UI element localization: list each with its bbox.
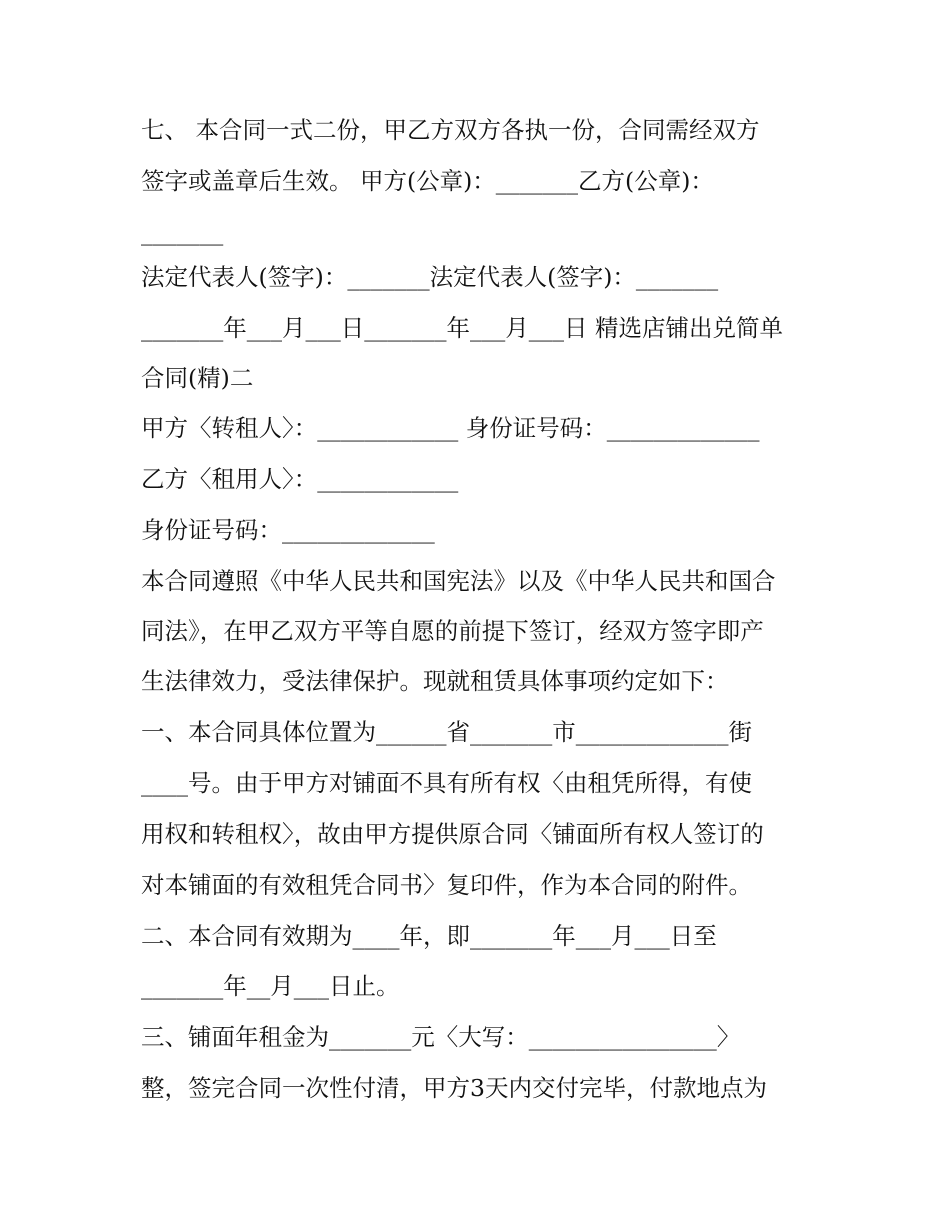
text-line-clause-7: 七、 本合同一式二份，甲乙方双方各执一份，合同需经双方: [141, 116, 760, 144]
text-line-dates-title: _______年___月___日_______年___月___日 精选店铺出兑简单: [141, 314, 783, 342]
text-line-clause-3b: 整，签完合同一次性付清，甲方3天内交付完毕，付款地点为: [141, 1074, 767, 1102]
text-line-id-number: 身份证号码：_____________: [141, 516, 435, 544]
text-line-clause-1b: ____号。由于甲方对铺面不具有所有权〈由租凭所得，有使: [141, 769, 752, 797]
text-line-clause-3a: 三、铺面年租金为_______元〈大写：________________〉: [141, 1023, 741, 1051]
text-line-party-a: 甲方〈转租人〉：____________ 身份证号码：_____________: [141, 414, 760, 442]
text-line-preamble-3: 生法律效力，受法律保护。现就租赁具体事项约定如下：: [141, 667, 729, 695]
text-line-signature-seal: 签字或盖章后生效。 甲方(公章)：_______乙方(公章)：: [141, 167, 714, 195]
text-line-clause-2a: 二、本合同有效期为____年，即_______年___月___日至: [141, 922, 717, 950]
text-line-clause-1c: 用权和转租权〉，故由甲方提供原合同〈铺面所有权人签订的: [141, 820, 764, 848]
text-line-blank: _______: [141, 218, 224, 246]
text-line-clause-1d: 对本铺面的有效租凭合同书〉复印件，作为本合同的附件。: [141, 871, 752, 899]
text-line-clause-1a: 一、本合同具体位置为______省_______市_____________街: [141, 718, 752, 746]
text-line-preamble-2: 同法》，在甲乙双方平等自愿的前提下签订，经双方签字即产: [141, 617, 764, 645]
text-line-legal-rep: 法定代表人(签字)：_______法定代表人(签字)：_______: [141, 263, 719, 291]
text-line-title-cont: 合同(精)二: [141, 364, 254, 392]
text-line-preamble-1: 本合同遵照《中华人民共和国宪法》以及《中华人民共和国合: [141, 567, 776, 595]
text-line-clause-2b: _______年__月___日止。: [141, 972, 400, 1000]
text-line-party-b: 乙方〈租用人〉：____________: [141, 465, 459, 493]
